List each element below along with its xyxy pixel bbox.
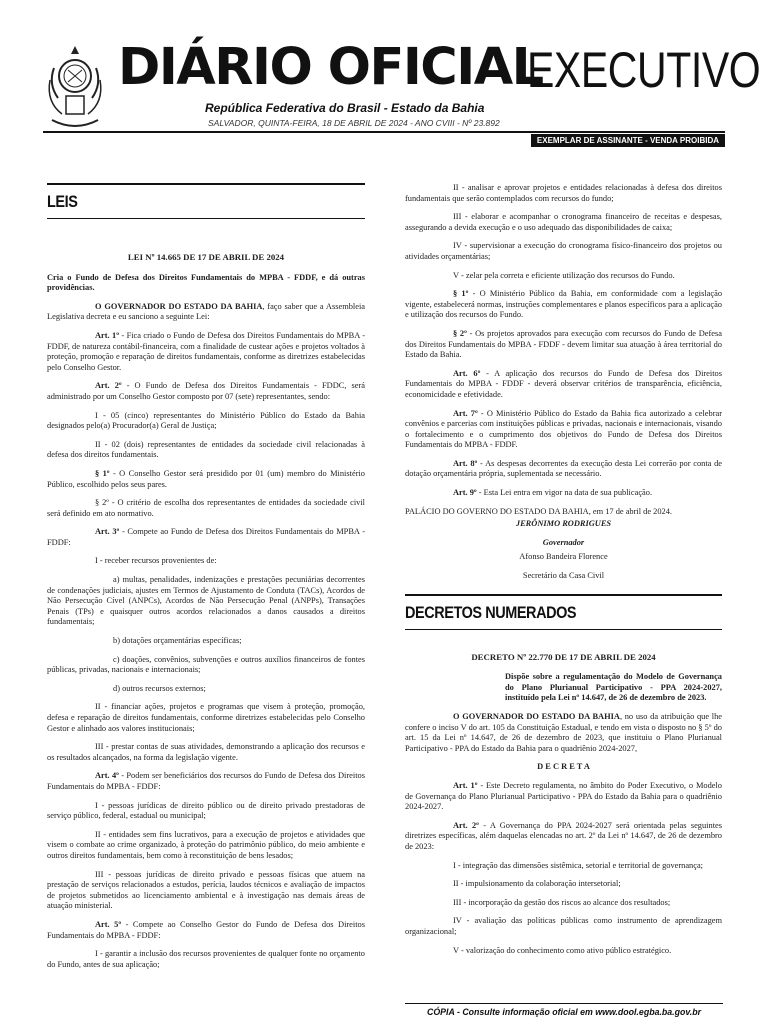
law-art5-p1: § 1º - O Ministério Público da Bahia, em conformidade com a legislação vigente, estabelecerá normas, instruções complementares e planos específicos para a aplicação e utilização dos recursos do Fundo. — [405, 289, 723, 320]
governor-name: JERÔNIMO RODRIGUES — [515, 519, 612, 529]
decree-art2-v: V - valorização do conhecimento como ativo público estratégico. — [453, 945, 672, 955]
law-art3-d: d) outros recursos externos; — [113, 683, 206, 693]
law-art9: Art. 9º - Esta Lei entra em vigor na data de sua publicação. — [453, 488, 653, 498]
law-title: LEI Nº 14.665 DE 17 DE ABRIL DE 2024 — [127, 252, 285, 262]
law-art3-c: c) doações, convênios, subvenções e outros auxílios financeiros de fontes públicas, privadas, nacionais e internacionais; — [47, 654, 365, 675]
left-column — [47, 183, 365, 978]
law-art5-iii: III - elaborar e acompanhar o cronograma financeiro de receitas e despesas, assegurando a devida execução e o uso adequado das disponibilidades de caixa; — [405, 212, 722, 232]
law-art5-i: I - garantir a inclusão dos recursos provenientes de qualquer fonte no orçamento do Fundo, antes de sua aplicação; — [47, 949, 365, 969]
law-intro: O GOVERNADOR DO ESTADO DA BAHIA, faço saber que a Assembleia Legislativa decreta e eu sanciono a seguinte Lei: — [47, 301, 365, 322]
section-title-leis: LEIS — [47, 192, 78, 211]
law-art4-i: I - pessoas jurídicas de direito público ou de direito privado prestadoras de serviço público, federal, estadual ou municipal; — [47, 800, 365, 821]
law-art2-p2: § 2º - O critério de escolha dos representantes de entidades da sociedade civil será definido em ato normativo. — [47, 498, 365, 518]
law-art4-ii: II - entidades sem fins lucrativos, para a execução de projetos e atividades que visem o combate ao crime organizado, à proteção do patrimônio público, do meio ambiente e outros direitos fundamentais, bem como à reconstituição de bens lesados; — [47, 829, 365, 860]
bahia-coat-of-arms-icon — [44, 40, 106, 136]
law-art4-iii: III - pessoas jurídicas de direito privado e pessoas físicas que atuem na prestação de serviços relacionados a estudos, perícia, laudos técnicos e avaliação de impactos de projetos submetidos ao licenciamento ambiental e à investigação nas demais áreas de atuação ministerial. — [47, 869, 365, 911]
masthead-rule — [43, 131, 725, 133]
decree-art1: Art. 1º - Este Decreto regulamenta, no âmbito do Poder Executivo, o Modelo de Governança do Plano Plurianual Participativo - PPA do Estado da Bahia para o quadriênio 2024-2027. — [405, 780, 722, 812]
decree-ementa: Dispõe sobre a regulamentação do Modelo de Governança do Plano Plurianual Participativo - PPA 2024-2027, instituído pela Lei nº 14.647, de 26 de dezembro de 2023. — [505, 672, 722, 703]
section-rule — [47, 183, 365, 185]
decree-art2-iii: III - incorporação da gestão dos riscos ao alcance dos resultados; — [453, 897, 671, 907]
law-art2-i: I - 05 (cinco) representantes do Ministério Público do Estado da Bahia designados pelo(a) Procurador(a) Geral de Justiça; — [47, 410, 365, 431]
masthead-title: DIÁRIO OFICIAL — [118, 38, 543, 97]
decree-art2-iv: IV - avaliação das políticas públicas como instrumento de aprendizagem organizacional; — [405, 916, 722, 936]
section-divider — [47, 218, 365, 219]
law-art3-b: b) dotações orçamentárias específicas; — [113, 636, 242, 646]
law-art5-p2: § 2º - Os projetos aprovados para execução com recursos do Fundo de Defesa dos Direitos Fundamentais do MPBA - FDDF - devem limitar sua atuação à área territorial do Estado da Bahia. — [405, 328, 722, 360]
law-art5-iv: IV - supervisionar a execução do cronograma físico-financeiro dos projetos ou atividades orçamentárias; — [405, 241, 722, 261]
law-art8: Art. 8º - As despesas decorrentes da execução desta Lei correrão por conta de dotação orçamentária própria, suplementada se necessário. — [405, 458, 722, 479]
law-art2: Art. 2º - O Fundo de Defesa dos Direitos Fundamentais - FDDC, será administrado por um Conselho Gestor composto por 07 (sete) representantes, sendo: — [47, 381, 365, 401]
republic-line: República Federativa do Brasil - Estado da Bahia — [205, 101, 485, 115]
law-art5: Art. 5º - Compete ao Conselho Gestor do Fundo de Defesa dos Direitos Fundamentais do MPBA - FDDF: — [47, 919, 366, 940]
decree-intro: O GOVERNADOR DO ESTADO DA BAHIA, no uso da atribuição que lhe confere o inciso V do art. 105 da Constituição Estadual, e tendo em vista o disposto no § 5º do art. 15 da Lei nº 14.647, de 26 de dezembro de 2023, que instituiu o Plano Plurianual Participativo - PPA do Estado da Bahia para o quadriênio 2024-2027, — [405, 712, 722, 753]
masthead-subtitle: EXECUTIVO — [527, 42, 761, 98]
law-art3: Art. 3º - Compete ao Fundo de Defesa dos Direitos Fundamentais do MPBA - FDDF: — [47, 527, 365, 547]
law-ementa: Cria o Fundo de Defesa dos Direitos Fundamentais do MPBA - FDDF, e dá outras providências. — [47, 272, 365, 293]
law-art3-ii: II - financiar ações, projetos e programas que visem à proteção, promoção, defesa e reparação de direitos fundamentais, conforme diretrizes estabelecidas pelo Conselho Gestor e alinhado aos valores institucionais; — [47, 702, 365, 733]
law-art6: Art. 6º - A aplicação dos recursos do Fundo de Defesa dos Direitos Fundamentais do MPBA - FDDF - deverá observar critérios de transparência, eficiência, economicidade e efetividade. — [405, 368, 722, 399]
section-divider — [405, 629, 722, 630]
decree-decreta: D E C R E T A — [537, 762, 590, 772]
law-art4: Art. 4º - Podem ser beneficiários dos recursos do Fundo de Defesa dos Direitos Fundamentais do MPBA - FDDF: — [47, 771, 365, 791]
palace-line: PALÁCIO DO GOVERNO DO ESTADO DA BAHIA, em 17 de abril de 2024. — [405, 506, 672, 516]
decree-art2: Art. 2º - A Governança do PPA 2024-2027 será orientada pelas seguintes diretrizes específicas, além daquelas elencadas no art. 2º da Lei nº 14.647, de 26 de dezembro de 2023: — [405, 820, 722, 851]
secretary-title: Secretário da Casa Civil — [522, 571, 605, 581]
law-art3-i: I - receber recursos provenientes de: — [95, 556, 217, 566]
footer-copy-notice: CÓPIA - Consulte informação oficial em www.dool.egba.ba.gov.br — [405, 1003, 723, 1017]
law-art1: Art. 1º - Fica criado o Fundo de Defesa dos Direitos Fundamentais do MPBA - FDDF, de natureza contábil-financeira, com a finalidade de custear ações e projetos voltados à proteção, promoção e reparação de direitos fundamentais, conforme as diretrizes estabelecidas pelo Conselho Gestor. — [47, 330, 365, 372]
secretary-name: Afonso Bandeira Florence — [519, 552, 608, 562]
law-art5-ii: II - analisar e aprovar projetos e entidades relacionadas à defesa dos direitos fundamentais que serão contemplados com recursos do fundo; — [405, 183, 722, 203]
section-rule — [405, 594, 722, 596]
law-art7: Art. 7º - O Ministério Público do Estado da Bahia fica autorizado a celebrar convênios e parcerias com instituições públicas e privadas, nacionais e internacionais, visando o fortalecimento e o cumprimento dos objetivos do Fundo de Defesa dos Direitos Fundamentais do MPBA - FDDF. — [405, 408, 722, 450]
law-art2-ii: II - 02 (dois) representantes de entidades da sociedade civil relacionadas à defesa dos direitos fundamentais. — [47, 439, 365, 460]
subscriber-badge: EXEMPLAR DE ASSINANTE - VENDA PROIBIDA — [531, 134, 725, 147]
law-art3-iii: III - prestar contas de suas atividades, demonstrando a aplicação dos recursos e os resultados alcançados, na forma da legislação vigente. — [47, 742, 365, 762]
right-column — [405, 183, 722, 964]
dateline: SALVADOR, QUINTA-FEIRA, 18 DE ABRIL DE 2024 - ANO CVIII - Nº 23.892 — [208, 118, 500, 128]
governor-title: Governador — [542, 537, 585, 547]
law-art2-p1: § 1º - O Conselho Gestor será presidido por 01 (um) membro do Ministério Público, escolhido pelos seus pares. — [47, 468, 365, 489]
decree-title: DECRETO Nº 22.770 DE 17 DE ABRIL DE 2024 — [471, 651, 656, 662]
law-art5-v: V - zelar pela correta e eficiente utilização dos recursos do Fundo. — [453, 270, 675, 280]
masthead — [0, 0, 770, 150]
law-art3-a: a) multas, penalidades, indenizações e prestações pecuniárias decorrentes de condenações judiciais, ajustes em Termos de Ajustamento de Conduta (TACs), Acordos de Não Persecução Cível (ANPCs), Acordos de Não Persecução Penal (ANPPs), Transações Penais (TPs) e quaisquer outros acordos relacionados a danos causados a direitos fundamentais; — [47, 575, 365, 627]
section-title-decretos: DECRETOS NUMERADOS — [405, 602, 577, 622]
decree-art2-i: I - integração das dimensões sistêmica, setorial e territorial de governança; — [453, 860, 703, 870]
decree-art2-ii: II - impulsionamento da colaboração intersetorial; — [453, 879, 621, 889]
